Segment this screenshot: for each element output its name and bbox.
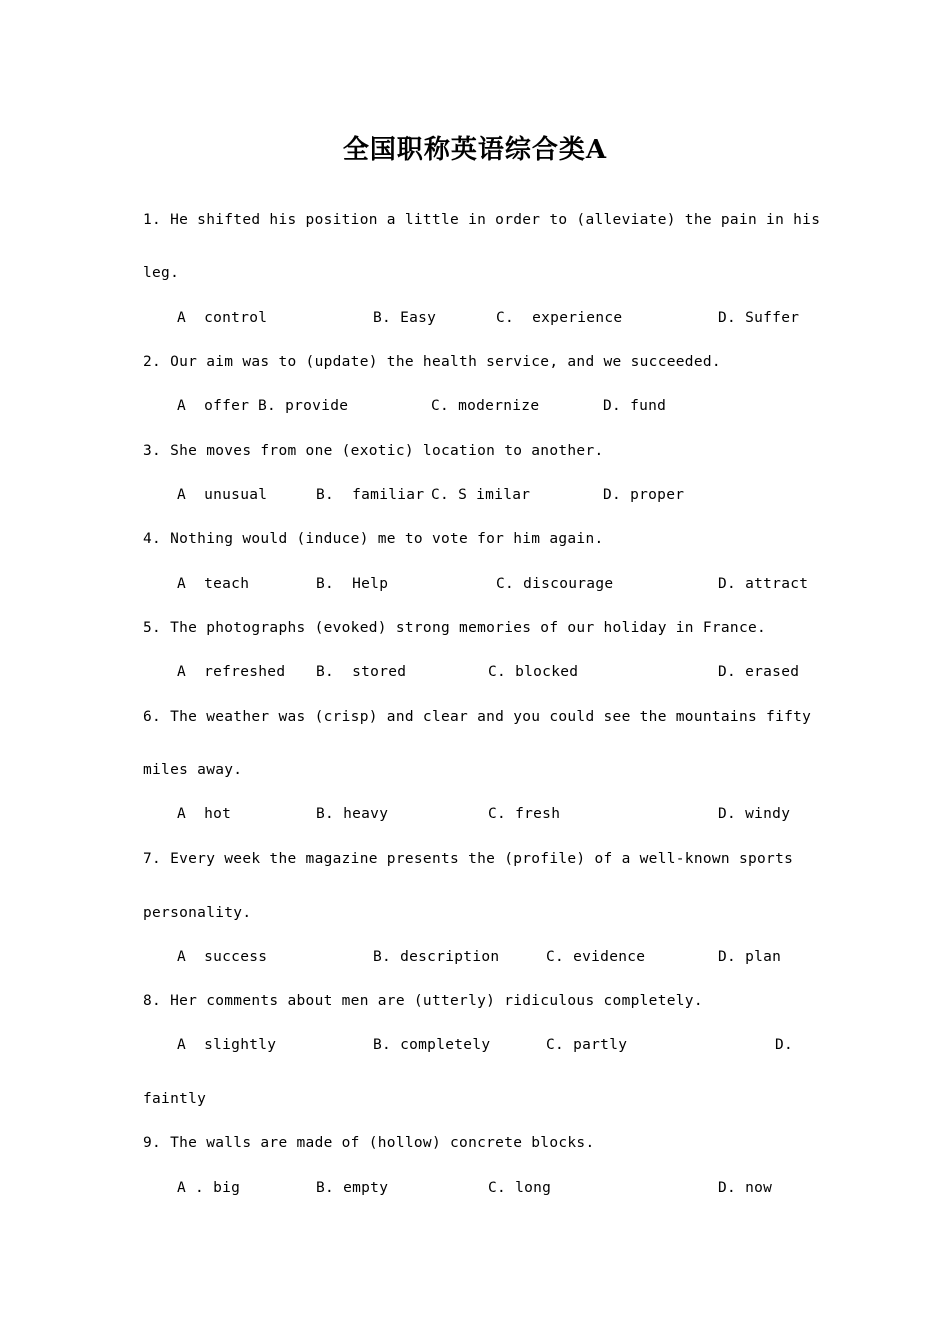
question-8-option-a: A slightly bbox=[177, 1037, 277, 1053]
question-5-option-d: D. erased bbox=[718, 664, 800, 680]
question-6-text-line-1: 6. The weather was (crisp) and clear and you could see the mountains fifty bbox=[143, 709, 812, 725]
question-9-text-line-1: 9. The walls are made of (hollow) concrete blocks. bbox=[143, 1135, 595, 1151]
question-4-option-b: B. Help bbox=[316, 576, 389, 592]
question-5-text-line-1: 5. The photographs (evoked) strong memories of our holiday in France. bbox=[143, 620, 767, 636]
question-8-option-c: C. partly bbox=[546, 1037, 628, 1053]
question-7-option-a: A success bbox=[177, 949, 268, 965]
question-7-option-d: D. plan bbox=[718, 949, 782, 965]
question-6-text-line-2: miles away. bbox=[143, 762, 243, 778]
question-6-option-b: B. heavy bbox=[316, 806, 389, 822]
question-4-option-c: C. discourage bbox=[496, 576, 614, 592]
question-4-option-a: A teach bbox=[177, 576, 250, 592]
question-7-option-b: B. description bbox=[373, 949, 500, 965]
question-8-option-b: B. completely bbox=[373, 1037, 491, 1053]
question-5-option-b: B. stored bbox=[316, 664, 407, 680]
question-3-text-line-1: 3. She moves from one (exotic) location to another. bbox=[143, 443, 604, 459]
question-6-option-a: A hot bbox=[177, 806, 232, 822]
question-1-option-c: C. experience bbox=[496, 310, 623, 326]
document-title: 全国职称英语综合类A bbox=[342, 135, 608, 165]
question-5-option-c: C. blocked bbox=[488, 664, 579, 680]
question-1-option-a: A control bbox=[177, 310, 268, 326]
question-3-option-d: D. proper bbox=[603, 487, 685, 503]
question-9-option-d: D. now bbox=[718, 1180, 773, 1196]
question-1-text-line-2: leg. bbox=[143, 265, 180, 281]
question-6-option-d: D. windy bbox=[718, 806, 791, 822]
question-2-text-line-1: 2. Our aim was to (update) the health service, and we succeeded. bbox=[143, 354, 721, 370]
question-3-option-a: A unusual bbox=[177, 487, 268, 503]
question-4-text-line-1: 4. Nothing would (induce) me to vote for him again. bbox=[143, 531, 604, 547]
question-7-option-c: C. evidence bbox=[546, 949, 646, 965]
question-8-option-d-text: faintly bbox=[143, 1091, 207, 1107]
question-9-option-b: B. empty bbox=[316, 1180, 389, 1196]
question-1-option-b: B. Easy bbox=[373, 310, 437, 326]
question-2-option-d: D. fund bbox=[603, 398, 667, 414]
question-8-text-line-1: 8. Her comments about men are (utterly) ridiculous completely. bbox=[143, 993, 703, 1009]
question-9-option-a: A . big bbox=[177, 1180, 241, 1196]
question-8-option-d: D. bbox=[775, 1037, 794, 1053]
question-5-option-a: A refreshed bbox=[177, 664, 286, 680]
question-2-option-c: C. modernize bbox=[431, 398, 540, 414]
question-2-option-a: A offer bbox=[177, 398, 250, 414]
question-3-option-b: B. familiar bbox=[316, 487, 425, 503]
question-1-option-d: D. Suffer bbox=[718, 310, 800, 326]
question-1-text-line-1: 1. He shifted his position a little in order to (alleviate) the pain in his bbox=[143, 212, 821, 228]
question-7-text-line-2: personality. bbox=[143, 905, 252, 921]
question-7-text-line-1: 7. Every week the magazine presents the (profile) of a well-known sports bbox=[143, 851, 794, 867]
question-9-option-c: C. long bbox=[488, 1180, 552, 1196]
question-4-option-d: D. attract bbox=[718, 576, 809, 592]
question-3-option-c: C. S imilar bbox=[431, 487, 531, 503]
question-6-option-c: C. fresh bbox=[488, 806, 561, 822]
question-2-option-b: B. provide bbox=[258, 398, 349, 414]
